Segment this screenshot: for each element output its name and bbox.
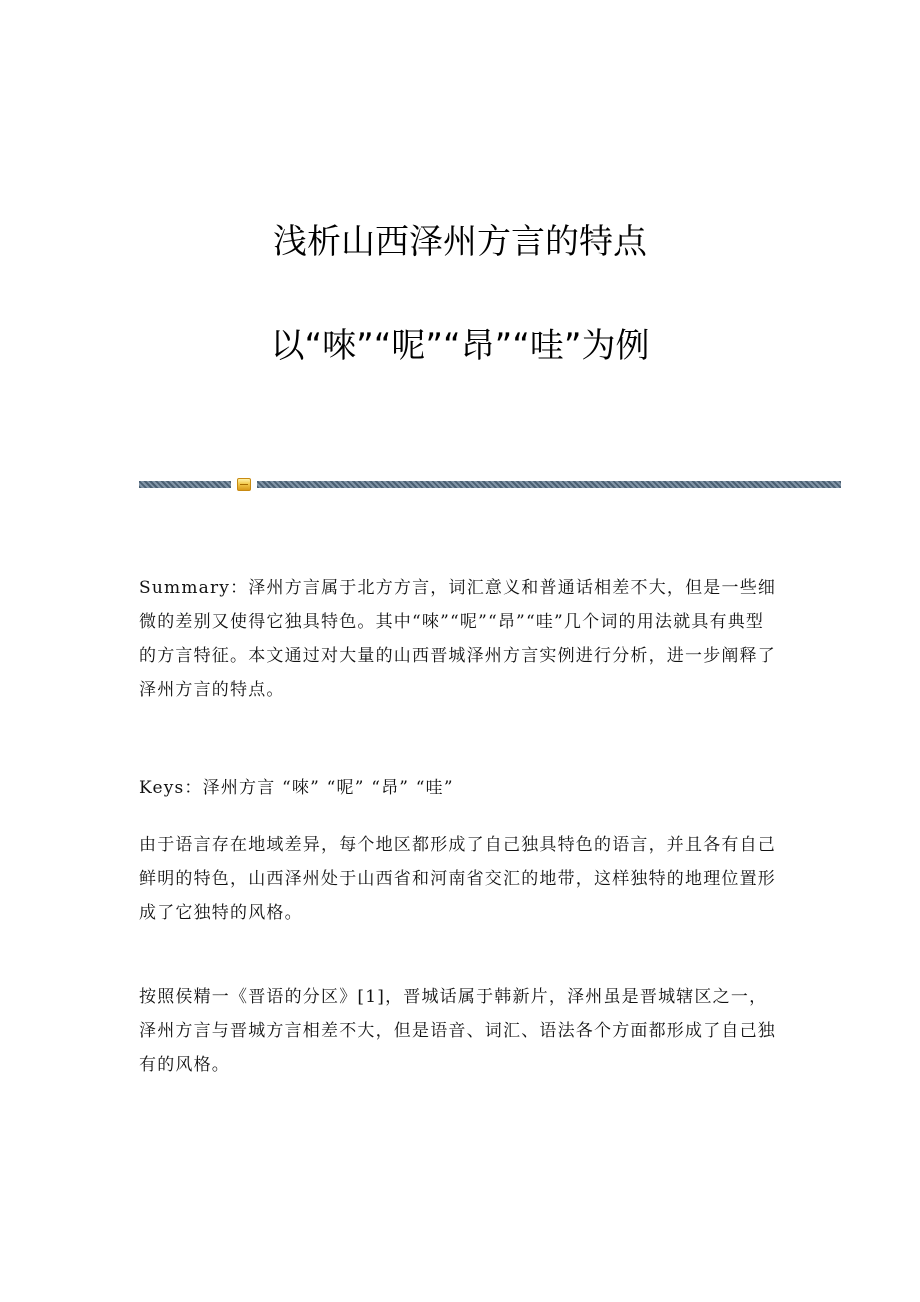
body-paragraph-2: 按照侯精一《晋语的分区》[1]，晋城话属于韩新片，泽州虽是晋城辖区之一，泽州方言与晋城方言相差不大，但是语音、词汇、语法各个方面都形成了自己独有的风格。 xyxy=(139,987,776,1075)
decorative-divider xyxy=(139,478,841,491)
divider-bar-right xyxy=(257,481,841,488)
summary-paragraph: Summary：泽州方言属于北方方言，词汇意义和普通话相差不大，但是一些细微的差别又使得它独具特色。其中“唻”“呢”“昂”“哇”几个词的用法就具有典型的方言特征。本文通过对大量的山西晋城泽州方言实例进行分析，进一步阐释了泽州方言的特点。 xyxy=(139,578,777,700)
divider-bar-left xyxy=(139,481,231,488)
divider-ornament-icon xyxy=(237,478,251,491)
body-paragraph-1: 由于语言存在地域差异，每个地区都形成了自己独具特色的语言，并且各有自己鲜明的特色，山西泽州处于山西省和河南省交汇的地带，这样独特的地理位置形成了它独特的风格。 xyxy=(139,835,776,923)
document-title: 浅析山西泽州方言的特点 xyxy=(273,222,647,262)
keywords-line: Keys：泽州方言 “唻” “呢” “昂” “哇” xyxy=(139,778,454,798)
document-subtitle: 以“唻”“呢”“昂”“哇”为例 xyxy=(270,326,650,366)
